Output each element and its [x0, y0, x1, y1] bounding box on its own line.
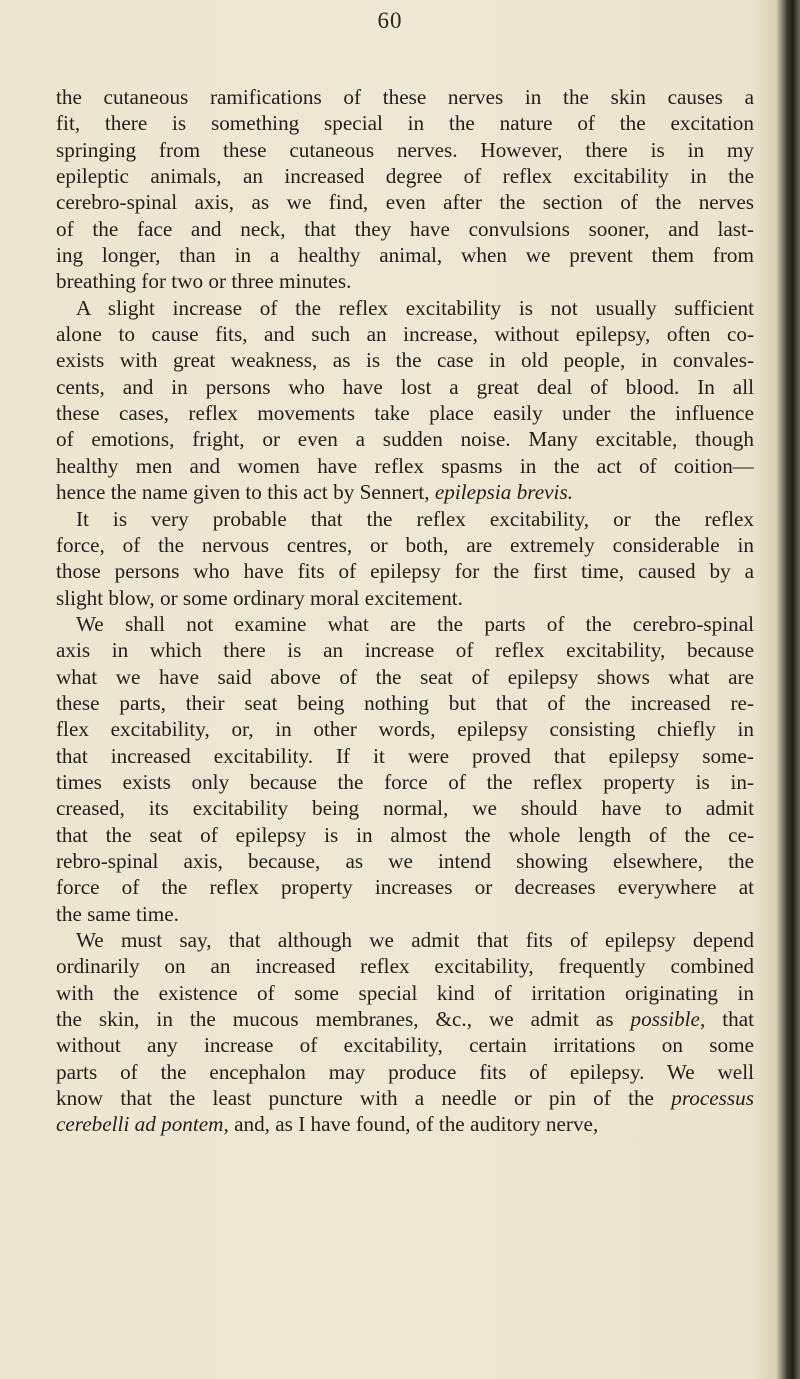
text-line: exists with great weakness, as is the case in old people, in convales-: [56, 348, 754, 373]
text-line: without any increase of excitability, certain irritations on some: [56, 1033, 754, 1058]
page-number: 60: [377, 8, 403, 33]
text-line: We must say, that although we admit that fits of epilepsy depend: [76, 928, 754, 952]
text-line: ing longer, than in a healthy animal, when we prevent them from: [56, 243, 754, 268]
text-line: these cases, reflex movements take place easily under the influence: [56, 401, 754, 426]
text-line: that increased excitability. If it were proved that epilepsy some-: [56, 743, 754, 768]
text-line-with-italic: [56, 1006, 754, 1032]
text-line: the same time.: [56, 901, 179, 926]
text-line: the cutaneous ramifications of these nerves in the skin causes a: [56, 85, 754, 109]
text-line: force of the reflex property increases or decreases everywhere at: [56, 875, 754, 900]
text-line-with-italic: [56, 1111, 754, 1137]
text-line: slight blow, or some ordinary moral excitement.: [56, 585, 463, 610]
text-line: times exists only because the force of the reflex property is in-: [56, 769, 754, 794]
text-line: rebro-spinal axis, because, as we intend showing elsewhere, the: [56, 848, 754, 873]
text-line: these parts, their seat being nothing but that of the increased re-: [56, 690, 754, 715]
text-span: hence the name given to this act by Sennert,: [56, 480, 430, 505]
text-span: , and, as I have found, of the auditory nerve,: [223, 1112, 599, 1137]
body-text: [56, 84, 754, 1138]
text-line: those persons who have fits of epilepsy for the first time, caused by a: [56, 559, 754, 584]
book-edge: [788, 0, 800, 1379]
italic-term: processus: [671, 1086, 754, 1111]
text-line: breathing for two or three minutes.: [56, 269, 352, 294]
text-line: force, of the nervous centres, or both, are extremely considerable in: [56, 532, 754, 557]
text-line: springing from these cutaneous nerves. However, there is in my: [56, 137, 754, 162]
text-line: that the seat of epilepsy is in almost the whole length of the ce-: [56, 822, 754, 847]
text-line: of the face and neck, that they have convulsions sooner, and last-: [56, 216, 754, 241]
text-line: parts of the encephalon may produce fits of epilepsy. We well: [56, 1059, 754, 1084]
text-line-with-italic: [56, 479, 754, 505]
text-span: the skin, in the mucous membranes, &c., we admit as: [56, 1007, 614, 1032]
text-line: We shall not examine what are the parts of the cerebro-spinal: [76, 611, 754, 636]
text-line: A slight increase of the reflex excitability is not usually sufficient: [76, 295, 754, 320]
text-line: cerebro-spinal axis, as we find, even after the section of the nerves: [56, 190, 754, 215]
text-line-with-italic: [56, 1085, 754, 1111]
text-line: alone to cause fits, and such an increase, without epilepsy, often co-: [56, 322, 754, 347]
text-line: axis in which there is an increase of reflex excitability, because: [56, 638, 754, 663]
italic-term: cerebelli ad pontem: [56, 1112, 224, 1137]
text-line: ordinarily on an increased reflex excitability, frequently combined: [56, 954, 754, 979]
italic-term: epilepsia brevis.: [434, 480, 573, 505]
text-span: know that the least puncture with a needle or pin of the: [56, 1086, 654, 1111]
text-line: of emotions, fright, or even a sudden noise. Many excitable, though: [56, 427, 754, 452]
text-line: healthy men and women have reflex spasms in the act of coition—: [56, 453, 754, 478]
italic-term: possible,: [630, 1007, 706, 1032]
text-line: epileptic animals, an increased degree of reflex excitability in the: [56, 164, 754, 189]
text-span: that: [705, 1007, 754, 1032]
text-line: flex excitability, or, in other words, epilepsy consisting chiefly in: [56, 717, 754, 742]
text-line: fit, there is something special in the nature of the excitation: [56, 111, 754, 136]
text-line: with the existence of some special kind of irritation originating in: [56, 980, 754, 1005]
text-line: what we have said above of the seat of epilepsy shows what are: [56, 664, 754, 689]
text-line: It is very probable that the reflex excitability, or the reflex: [76, 506, 754, 531]
text-line: creased, its excitability being normal, we should have to admit: [56, 796, 754, 821]
text-line: cents, and in persons who have lost a great deal of blood. In all: [56, 374, 754, 399]
